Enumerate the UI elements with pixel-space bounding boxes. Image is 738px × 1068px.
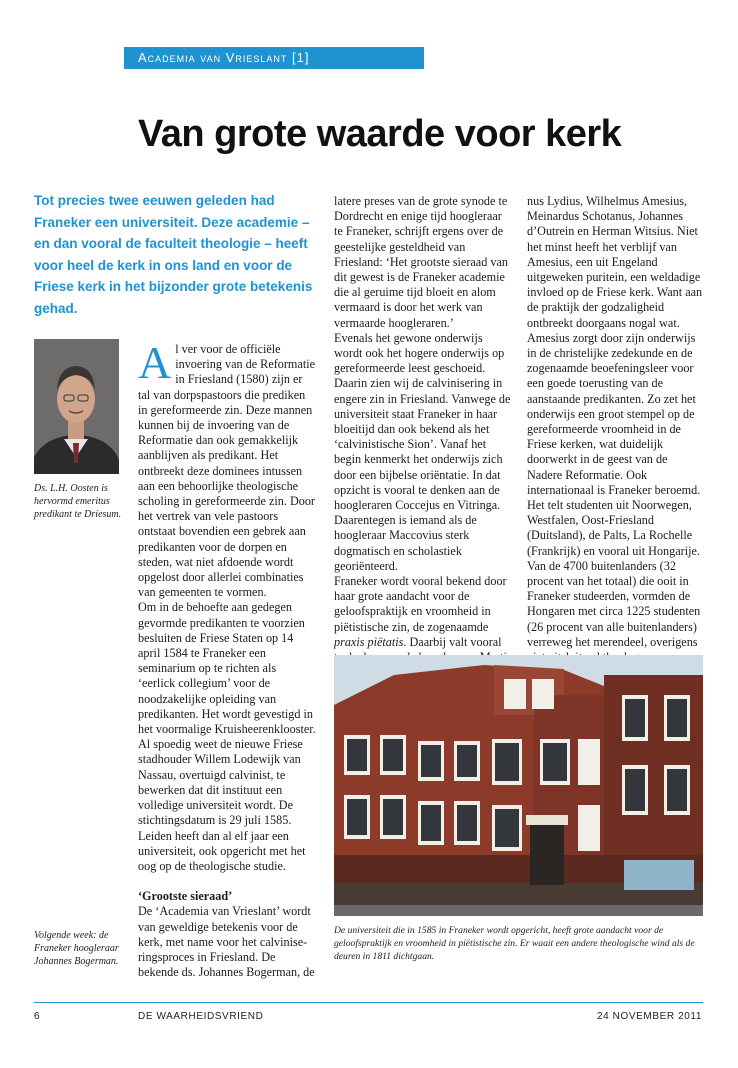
emphasis: praxis piëtatis	[334, 634, 404, 649]
author-portrait	[34, 339, 119, 474]
footer-rule	[34, 1002, 703, 1003]
subheading: ‘Grootste sieraad’	[138, 889, 233, 904]
next-week-note: Volgende week: de Franeker hoogleraar Johannes Bogerman.	[34, 930, 119, 967]
building-photo	[334, 655, 703, 916]
drop-cap: A	[138, 337, 172, 388]
page-number: 6	[34, 1011, 41, 1022]
body-column-3	[527, 194, 705, 665]
body-paragraph: Om in de behoefte aan gedegen gevormde predikanten te voorzien besluiten de Friese Staten op 14 april 1584 te Franeker een seminarium op te richten als ‘eerlick collegium’ voor de noodzakelijke opleiding van predikanten. Het wordt gevestigd in het voormalige Kruisheerenklooster. Al spoedig weet de nieuwe Friese stadhouder Willem Lodewijk van Nassau, overtuigd calvinist, te bewerken dat dit instituut een volledige universiteit wordt. De stichtingsdatum is 29 juli 1585. Leiden heeft dan al elf jaar een universiteit, ook opgericht met het oog op de theologische studie.	[138, 600, 316, 873]
publication-name: DE WAARHEIDSVRIEND	[138, 1011, 264, 1022]
body-column-2	[334, 194, 512, 665]
body-paragraph: De ‘Academia van Vrieslant’ wordt van geweldige betekenis voor de kerk, met name voor het calviniseringsproces in Friesland. De bekende ds. Johannes Bogerman, de	[138, 904, 315, 980]
portrait-caption: Ds. L.H. Oosten is hervormd emeritus predikant te Driesum.	[34, 483, 122, 520]
body-column-1	[138, 337, 316, 980]
section-label: Academia van Vrieslant [1]	[138, 50, 310, 65]
body-paragraph: Evenals het gewone onderwijs wordt ook het hogere onderwijs op gereformeerde leest geschoeid. Daarin zien wij de calvinisering in engere zin in Friesland. Vanwege de universiteit staat Franeker in haar bloeitijd dan ook bekend als het ‘calvinistische Sion’. Vanaf het begin kenmerkt het onderwijs zich door een bijbelse oriëntatie. In dat opzicht is vooral te denken aan de hoogleraren Coccejus en Vitringa. Daarentegen is iemand als de hoogleraar Maccovius sterk dogmatisch en scholastiek georiënteerd.	[334, 330, 511, 573]
body-paragraph: Al ver voor de officiële invoering van de Reformatie in Friesland (1580) zijn er tal van dorpspastoors die prediken in gereformeerde zin. Deze mannen kunnen bij de invoering van de Reformatie dan ook gemakkelijk aanblijven als predikant. Het ontbreekt deze dominees intussen aan een behoorlijke theologische scholing in gereformeerde zin. Door het vertrek van vele pastoors ontstaat bovendien een gebrek aan predikanten voor de dorpen en steden, wat niet afdoende wordt opgelost door allerlei combinaties van gemeenten te vormen.	[138, 337, 316, 600]
photo-caption: De universiteit die in 1585 in Franeker wordt opgericht, heeft grote aandacht voor de geloofspraktijk en vroomheid in piëtistische zin. Er waait een andere theologische wind als de deuren in 1811 dichtgaan.	[334, 925, 695, 962]
body-paragraph: nus Lydius, Wilhelmus Amesius, Meinardus Schotanus, Johannes d’Outrein en Herman Witsius. Niet het minst heeft het verblijf van Amesius, een uit Engeland uitgeweken puritein, een weldadige invloed op de Friese kerk. Want aan de praktijk der godzaligheid ontbreekt doorgaans nogal wat. Amesius zorgt door zijn onderwijs in de christelijke zedekunde en de zogenaamde beoefeningsleer voor een goede toerusting van de aanstaande predikanten. Zo zet het onderwijs een groot stempel op de gereformeerde vroomheid in de Friese kerken, wat duidelijk doorwerkt in de geest van de Nadere Reformatie. Ook internationaal is Franeker beroemd. Het telt studenten uit Noorwegen, Westfalen, Oost-Friesland (Duitsland), de Palts, La Rochelle (Frankrijk) en vooral uit Hongarije. Van de 4700 buitenlanders (32 procent van het totaal) die ooit in Franeker studeerden, vormden de Hongaren met circa 1225 studenten (26 procent van alle buitenlanders) verreweg het merendeel, overigens	[527, 194, 703, 649]
body-paragraph: Franeker wordt vooral bekend door haar grote aandacht voor de geloofspraktijk en vroomheid in piëtistische zin, de zogenaamde praxis piëtatis. Daarbij valt vooral	[334, 574, 507, 649]
article-lead: Tot precies twee eeuwen geleden had Franeker een universiteit. Deze academie – en dan vooral de faculteit theologie – heeft voor heel de kerk in ons land en voor de Friese kerk in het bijzonder grote betekenis gehad.	[34, 193, 313, 316]
issue-date: 24 NOVEMBER 2011	[596, 1011, 702, 1022]
section-banner	[124, 47, 424, 69]
article-headline: Van grote waarde voor kerk	[138, 113, 622, 155]
body-paragraph: latere preses van de grote synode te Dordrecht en enige tijd hoogleraar te Franeker, schrijft ergens over de geestelijke gesteldheid van Friesland: ‘Het grootste sieraad van dit gewest is de Franeker academie die al geruime tijd bloeit en alom vermaard is door het werk van vermaarde hoogleraren.’	[334, 194, 508, 330]
